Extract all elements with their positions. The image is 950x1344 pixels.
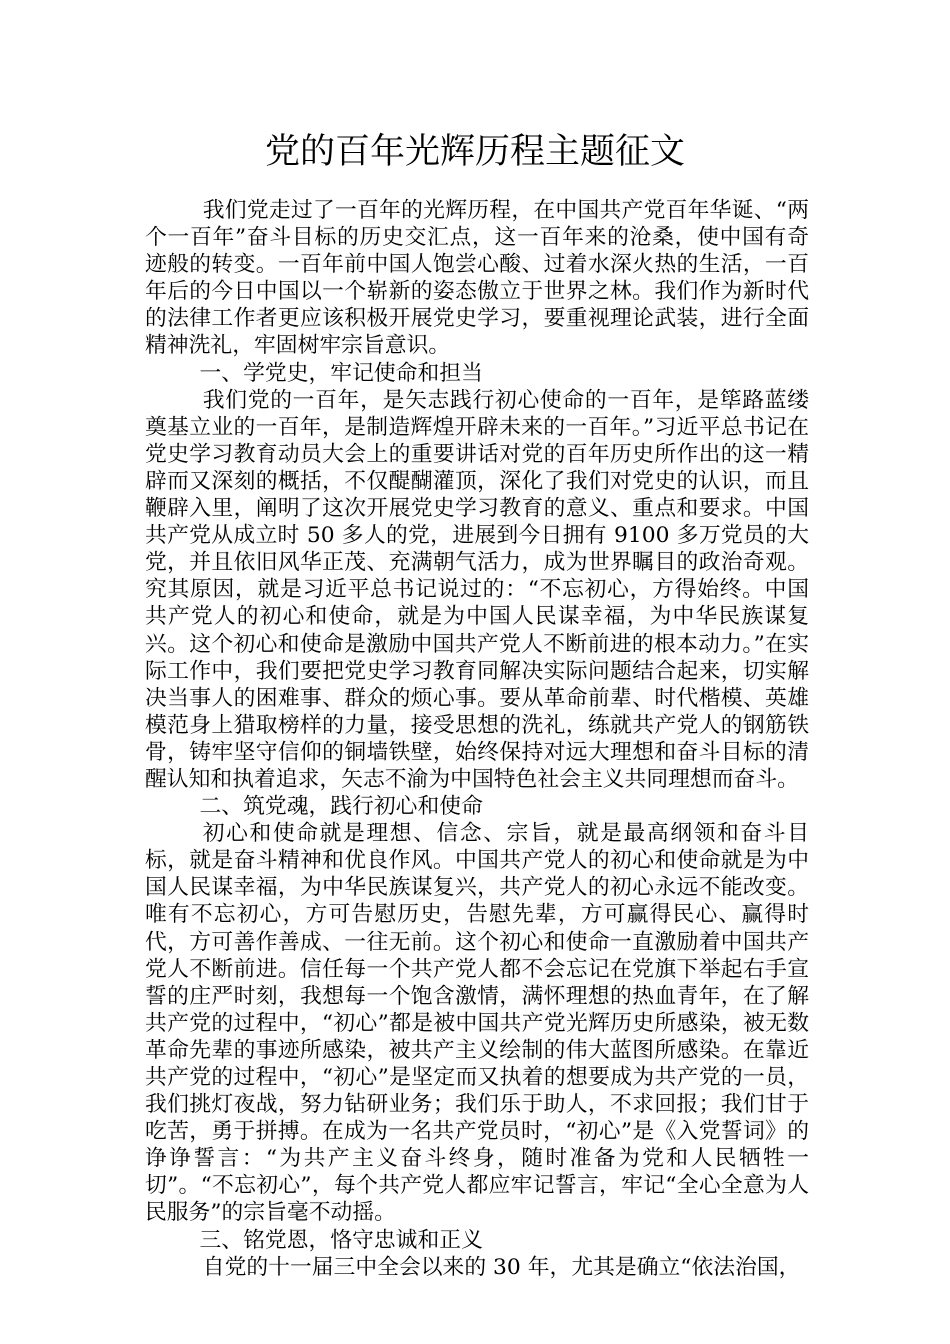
- section-paragraph-3: 自党的十一届三中全会以来的 30 年，尤其是确立“依法治国，: [202, 1254, 801, 1280]
- document-title: 党的百年光辉历程主题征文: [264, 132, 685, 172]
- section-paragraph-1: 我们党的一百年，是矢志践行初心使命的一百年，是筚路蓝缕奠基立业的一百年，是制造辉煌开辟未来的一百年。”习近平总书记在党史学习教育动员大会上的重要讲话对党的百年历史所作出的这一精辟而又深刻的概括，不仅醍醐灌顶，深化了我们对党史的认识，而且鞭辟入里，阐明了这次开展党史学习教育的意义、重点和要求。中国共产党从成立时 50 多人的党，进展到今日拥有 9100 多万党员的大党，并且依旧风华正茂、充满朝气活力，成为世界瞩目的政治奇观。究其原因，就是习近平总书记说过的：“不忘初心，方得始终。中国共产党人的初心和使命，就是为中国人民谋幸福，为中华民族谋复兴。这个初心和使命是激励中国共产党人不断前进的根本动力。”在实际工作中，我们要把党史学习教育同解决实际问题结合起来，切实解决当事人的困难事、群众的烦心事。要从革命前辈、时代楷模、英雄模范身上猎取榜样的力量，接受思想的洗礼，练就共产党人的钢筋铁骨，铸牢坚守信仰的铜墙铁壁，始终保持对远大理想和奋斗目标的清醒认知和执着追求，矢志不渝为中国特色社会主义共同理想而奋斗。: [145, 387, 809, 792]
- document-body: [145, 197, 809, 1281]
- section-heading-1: 一、学党史，牢记使命和担当: [199, 360, 483, 386]
- section-heading-2: 二、筑党魂，践行初心和使命: [199, 794, 483, 820]
- intro-paragraph: 我们党走过了一百年的光辉历程，在中国共产党百年华诞、“两个一百年”奋斗目标的历史交汇点，这一百年来的沧桑，使中国有奇迹般的转变。一百年前中国人饱尝心酸、过着水深火热的生活，一百年后的今日中国以一个崭新的姿态傲立于世界之林。我们作为新时代的法律工作者更应该积极开展党史学习，要重视理论武装，进行全面精神洗礼，牢固树牢宗旨意识。: [145, 198, 809, 359]
- section-paragraph-2: 初心和使命就是理想、信念、宗旨，就是最高纲领和奋斗目标，就是奋斗精神和优良作风。中国共产党人的初心和使命就是为中国人民谋幸福，为中华民族谋复兴，共产党人的初心永远不能改变。唯有不忘初心，方可告慰历史，告慰先辈，方可赢得民心、赢得时代，方可善作善成、一往无前。这个初心和使命一直激励着中国共产党人不断前进。信任每一个共产党人都不会忘记在党旗下举起右手宣誓的庄严时刻，我想每一个饱含激情，满怀理想的热血青年，在了解共产党的过程中，“初心”都是被中国共产党光辉历史所感染，被无数革命先辈的事迹所感染，被共产主义绘制的伟大蓝图所感染。在靠近共产党的过程中，“初心”是坚定而又执着的想要成为共产党的一员，我们挑灯夜战，努力钻研业务；我们乐于助人，不求回报；我们甘于吃苦，勇于拼搏。在成为一名共产党员时，“初心”是《入党誓词》的诤诤誓言：“为共产主义奋斗终身，随时准备为党和人民牺牲一切”。“不忘初心”，每个共产党人都应牢记誓言，牢记“全心全意为人民服务”的宗旨毫不动摇。: [145, 821, 809, 1226]
- section-heading-3: 三、铭党恩，恪守忠诚和正义: [199, 1227, 483, 1253]
